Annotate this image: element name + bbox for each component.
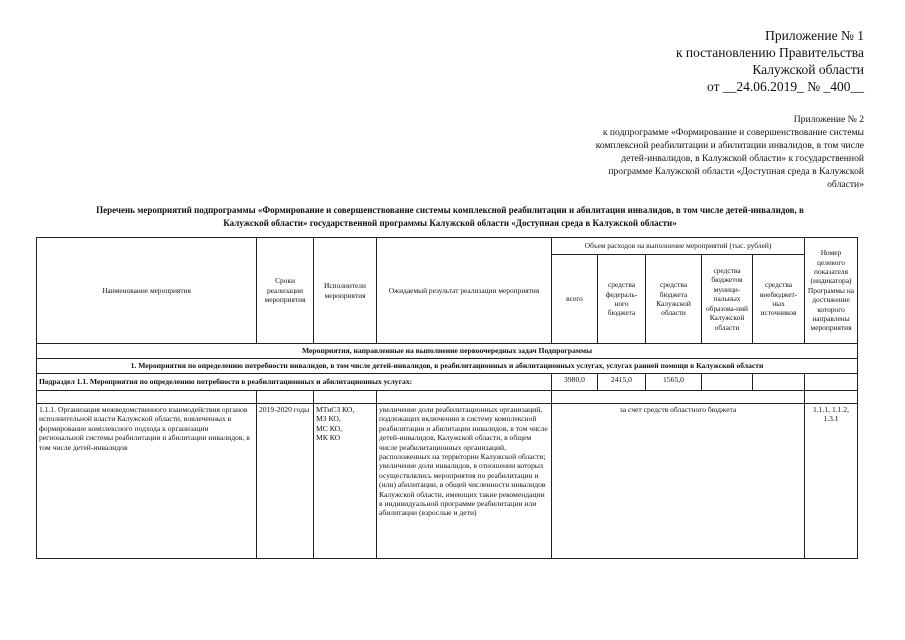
- header-federal: средства федераль-ного бюджета: [598, 255, 646, 344]
- executor: МТиСЗ КО,: [316, 405, 355, 414]
- row-result: увеличение доли реабилитационных организаций, подлежащих включению в систему комплексной реабилитации и абилитации инвалидов, в том числе детей-инвалидов, Калужской области, в общем числе реабилитационных организаций, расположенных на территории Калужской области; увеличение доли инвалидов, в отношении которых осуществлялись мероприятия по реабилитации и (или) абилитации, в общей численности инвалидов Калужской области, имеющих такие рекомендации в индивидуальной программе реабилитации или абилитации (взрослые и дети): [377, 404, 552, 559]
- appendix-2-line: комплексной реабилитации и абилитации инвалидов, в том числе: [595, 140, 864, 151]
- appendix-1-line: Калужской области: [752, 62, 864, 77]
- row-funding-note: за счет средств областного бюджета: [552, 404, 805, 559]
- header-result: Ожидаемый результат реализации мероприятия: [377, 238, 552, 344]
- appendix-2-line: к подпрограмме «Формирование и совершенствование системы: [602, 127, 864, 138]
- subsection-regional: 1565,0: [646, 374, 702, 391]
- measures-table: [36, 237, 858, 559]
- row-indicator: 1.1.1, 1.1.2, 1.3.1: [805, 404, 858, 559]
- header-name: Наименование мероприятия: [37, 238, 257, 344]
- section-title: Мероприятия, направленные на выполнение первоочередных задач Подпрограммы: [37, 344, 858, 359]
- spacer-cell: [37, 391, 257, 404]
- appendix-1-date: от __24.06.2019_ № _400__: [707, 79, 864, 94]
- header-municipal: средства бюджетов муници-пальных образова-ний Калужской области: [702, 255, 753, 344]
- executor: МЗ КО,: [316, 414, 341, 424]
- executor: МС КО,: [316, 423, 342, 433]
- spacer-cell: [257, 391, 314, 404]
- appendix-1-line: к постановлению Правительства: [675, 45, 864, 60]
- subsection-municipal: [702, 374, 753, 391]
- header-regional: средства бюджета Калужской области: [646, 255, 702, 344]
- header-total: всего: [552, 255, 598, 344]
- appendix-2-line: детей-инвалидов, в Калужской области» к государственной: [621, 153, 864, 164]
- appendix-2-line: области»: [827, 179, 864, 190]
- appendix-2-header: [564, 113, 864, 191]
- header-offbudget: средства внебюджет-ных источников: [753, 255, 805, 344]
- appendix-1-header: [676, 27, 864, 95]
- spacer-cell: [314, 391, 377, 404]
- spacer-cell: [805, 391, 858, 404]
- subsection-indicator: [805, 374, 858, 391]
- task-title: 1. Мероприятия по определению потребности инвалидов, в том числе детей-инвалидов, в реабилитационных и абилитационных услугах, услугах ранней помощи в Калужской области: [37, 359, 858, 374]
- title-line: Перечень мероприятий подпрограммы «Формирование и совершенствование системы комплексной реабилитации и абилитации инвалидов, в том числе детей-инвалидов, в: [96, 205, 804, 215]
- spacer-cell: [377, 391, 552, 404]
- header-terms: Сроки реализации мероприятия: [257, 238, 314, 344]
- subsection-offbudget: [753, 374, 805, 391]
- appendix-2-line: Приложение № 2: [793, 114, 864, 125]
- title-line: Калужской области» государственной программы Калужской области «Доступная среда в Калужской области»: [223, 218, 677, 228]
- subsection-total: 3980,0: [552, 374, 598, 391]
- subsection-federal: 2415,0: [598, 374, 646, 391]
- header-indicator: Номер целевого показателя (индикатора) Программы на достижение которого направлены мероприятия: [805, 238, 858, 344]
- row-name: 1.1.1. Организация межведомственного взаимодействия органов исполнительной власти Калужской области, вовлеченных в формирование комплексного подхода к организации региональной системы реабилитации и абилитации инвалидов, в том числе детей-инвалидов: [37, 404, 257, 559]
- header-executors: Исполнители мероприятия: [314, 238, 377, 344]
- header-expenses: Объем расходов на выполнение мероприятий (тыс. рублей): [552, 238, 805, 255]
- spacer-cell: [552, 391, 805, 404]
- row-terms: 2019-2020 годы: [257, 404, 314, 559]
- document-title: [30, 204, 870, 230]
- row-executors: [314, 404, 377, 559]
- appendix-2-line: программе Калужской области «Доступная среда в Калужской: [608, 166, 864, 177]
- subsection-label: Подраздел 1.1. Мероприятия по определению потребности в реабилитационных и абилитационных услугах:: [37, 374, 552, 391]
- executor: МК КО: [316, 433, 341, 443]
- appendix-1-line: Приложение № 1: [765, 28, 864, 43]
